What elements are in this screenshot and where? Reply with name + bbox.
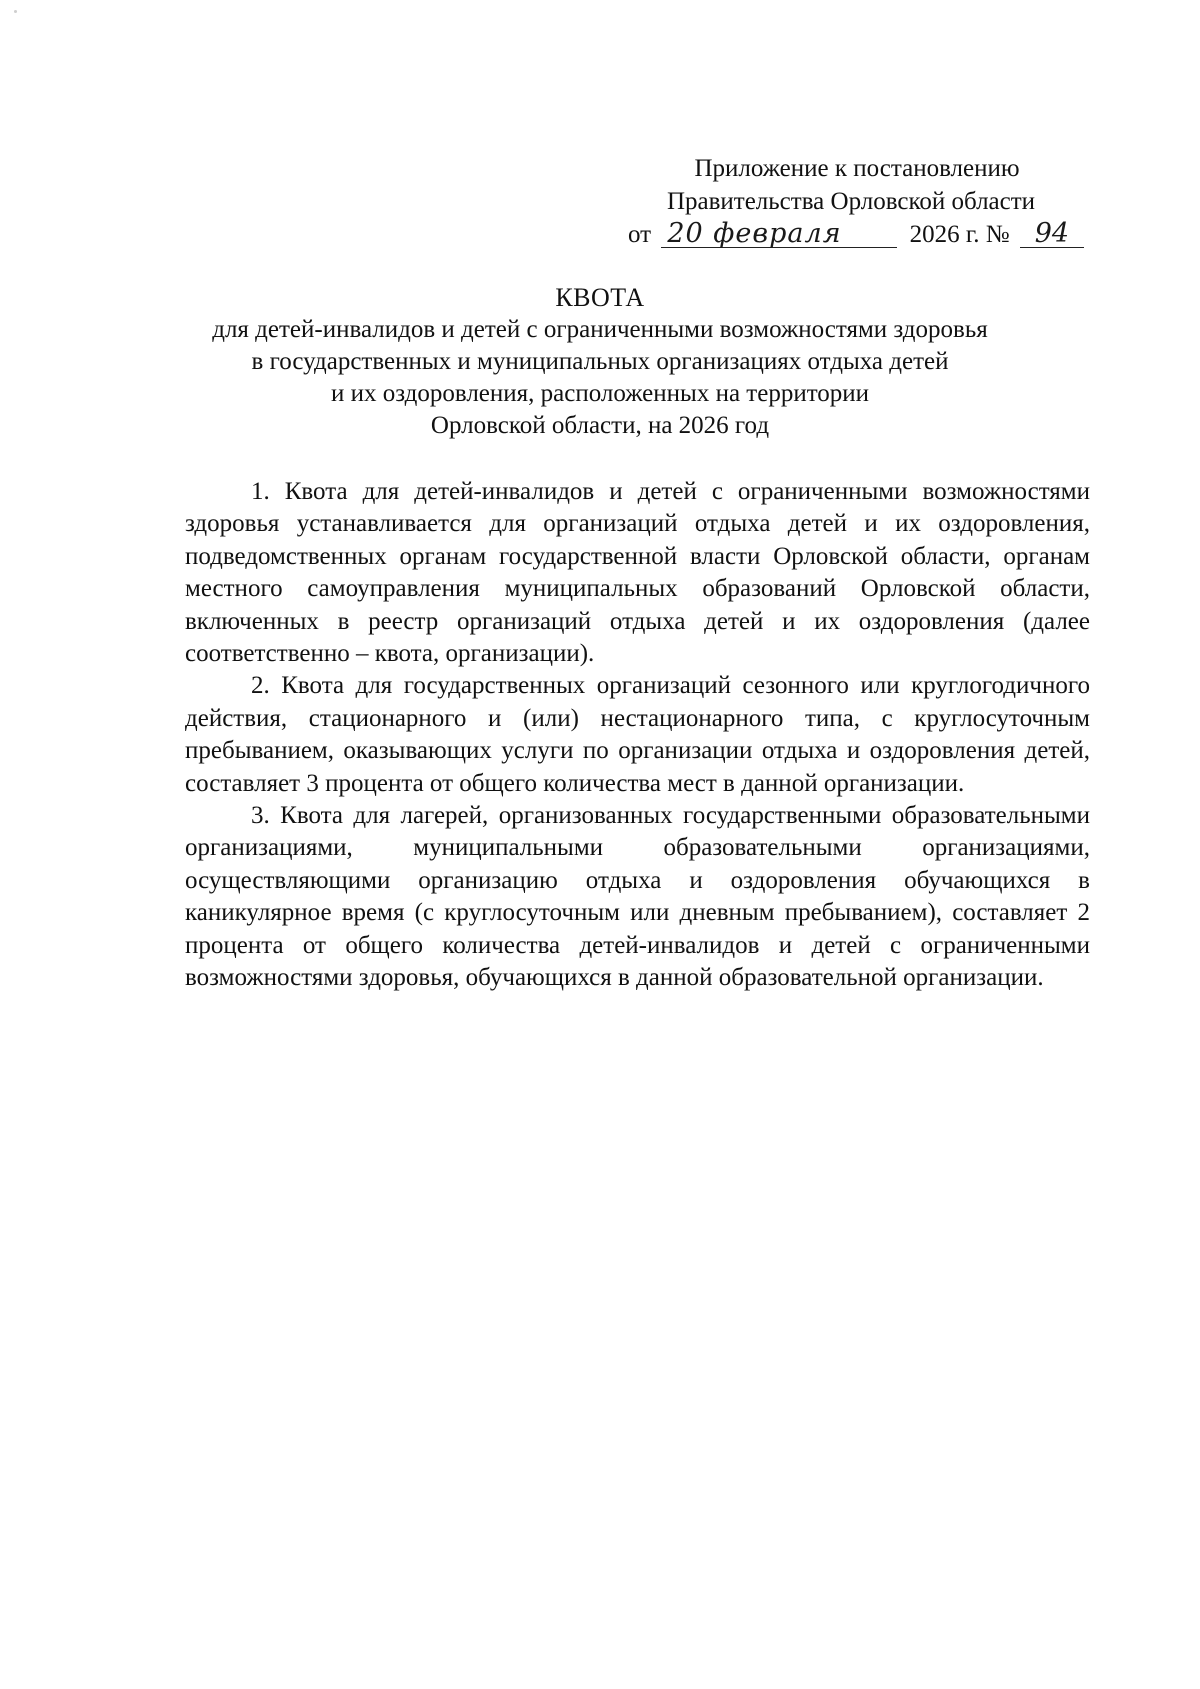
title-line-3: и их оздоровления, расположенных на территории bbox=[330, 380, 870, 407]
approval-header bbox=[600, 152, 1080, 218]
approval-line-1: Приложение к постановлению bbox=[694, 155, 1020, 182]
document-body bbox=[185, 476, 1090, 995]
handwritten-number: 94 bbox=[1020, 221, 1084, 248]
document-title-block bbox=[150, 282, 1050, 442]
document-title: КВОТА bbox=[555, 283, 645, 312]
paragraph-1: 1. Квота для детей-инвалидов и детей с ограниченными возможностями здоровья устанавливается для организаций отдыха детей и их оздоровления, подведомственных органам государственной власти Орловской области, органам местного самоуправления муниципальных образований Орловской области, включенных в реестр организаций отдыха детей и их оздоровления (далее соответственно – квота, организации). bbox=[185, 478, 1090, 668]
title-line-4: Орловской области, на 2026 год bbox=[430, 412, 770, 439]
title-line-2: в государственных и муниципальных организациях отдыха детей bbox=[251, 348, 949, 375]
scan-speck bbox=[14, 10, 17, 13]
title-line-1: для детей-инвалидов и детей с ограниченными возможностями здоровья bbox=[212, 316, 988, 343]
approval-date-line bbox=[628, 218, 1084, 258]
paragraph-3: 3. Квота для лагерей, организованных государственными образовательными организациями, муниципальными образовательными организациями, осуществляющими организацию отдыха и оздоровления обучающихся в каникулярное время (с круглосуточным или дневным пребыванием), составляет 2 процента от общего количества детей-инвалидов и детей с ограниченными возможностями здоровья, обучающихся в данной образовательной организации. bbox=[185, 802, 1090, 992]
approval-line-2: Правительства Орловской области bbox=[666, 188, 1036, 215]
date-prefix: от bbox=[628, 221, 652, 248]
handwritten-date: 20 февраля bbox=[661, 221, 897, 248]
year-and-number-label: 2026 г. № bbox=[909, 221, 1010, 248]
paragraph-2: 2. Квота для государственных организаций сезонного или круглогодичного действия, стационарного и (или) нестационарного типа, с круглосуточным пребыванием, оказывающих услуги по организации отдыха и оздоровления детей, составляет 3 процента от общего количества мест в данной организации. bbox=[185, 672, 1090, 797]
